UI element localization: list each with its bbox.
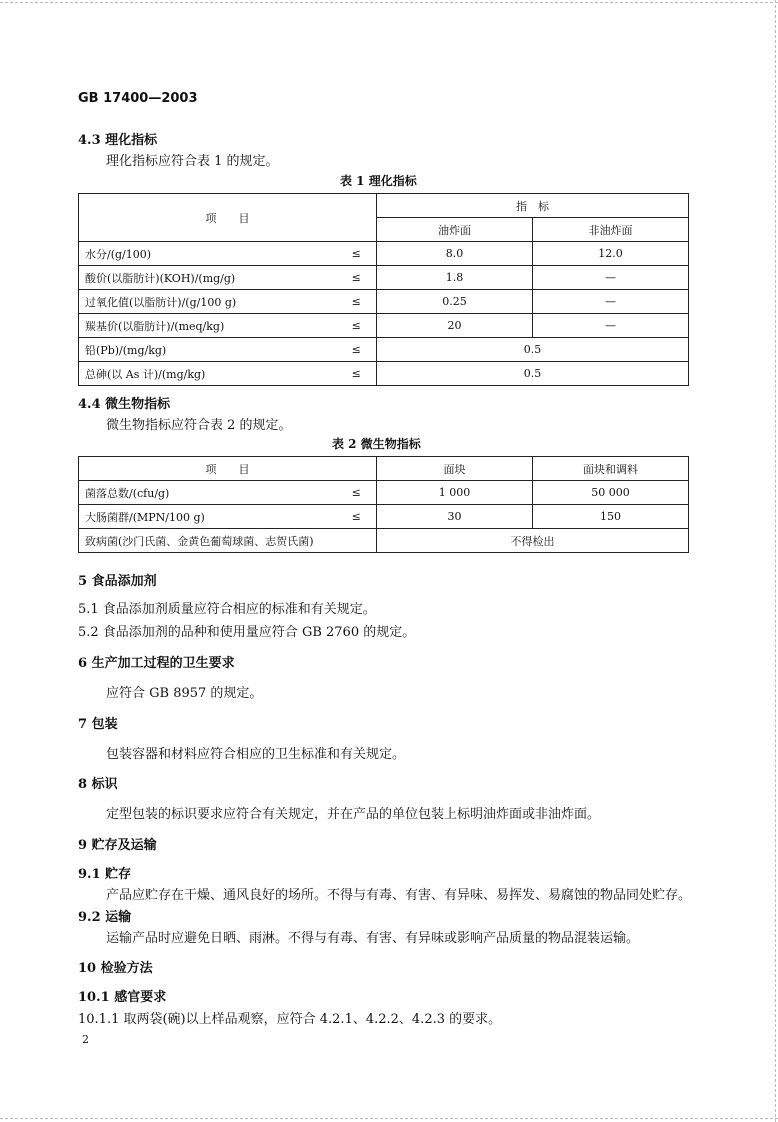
table-1-cell-fried: 1.8 [377, 266, 533, 290]
table-row [79, 266, 689, 290]
table-2-cell-noodle-seasoning: 50 000 [533, 481, 689, 505]
table-1-cell-nonfried: — [533, 290, 689, 314]
table-1-cell-symbol: ≤ [337, 242, 377, 266]
table-2-cell-noodle: 1 000 [377, 481, 533, 505]
table-1-cell-nonfried: 12.0 [533, 242, 689, 266]
table-2-col-noodle-seasoning: 面块和调料 [533, 457, 689, 481]
table-row [79, 505, 689, 529]
table-1-col-item: 项 目 [79, 194, 377, 242]
table-2-cell-item: 致病菌(沙门氏菌、金黄色葡萄球菌、志贺氏菌) [79, 529, 377, 553]
table-2-cell-noodle-seasoning: 150 [533, 505, 689, 529]
table-1-cell-symbol: ≤ [337, 338, 377, 362]
table-1-cell-fried: 8.0 [377, 242, 533, 266]
section-9-2-text: 运输产品时应避免日晒、雨淋。不得与有毒、有害、有异味或影响产品质量的物品混装运输。 [106, 931, 640, 946]
scan-border-top [0, 2, 778, 3]
table-2-col-item: 项 目 [79, 457, 377, 481]
table-row [79, 314, 689, 338]
table-2 [78, 456, 689, 553]
section-4-3-heading: 4.3 理化指标 [78, 133, 158, 148]
table-2-cell-symbol: ≤ [337, 505, 377, 529]
table-2-caption: 表 2 微生物指标 [332, 437, 421, 451]
page-number: 2 [82, 1033, 89, 1046]
table-1-col-group: 指 标 [377, 194, 689, 218]
scan-border-right [775, 0, 776, 1122]
table-1-cell-nonfried: — [533, 266, 689, 290]
table-1-col-nonfried: 非油炸面 [533, 218, 689, 242]
table-1-cell-symbol: ≤ [337, 266, 377, 290]
section-5-1-text: 5.1 食品添加剂质量应符合相应的标准和有关规定。 [78, 602, 376, 617]
section-9-1-text: 产品应贮存在干燥、通风良好的场所。不得与有毒、有害、有异味、易挥发、易腐蚀的物品同处贮存。 [106, 888, 692, 903]
table-1-cell-item: 总砷(以 As 计)/(mg/kg) [79, 362, 337, 386]
section-6-text: 应符合 GB 8957 的规定。 [106, 686, 263, 701]
section-9-heading: 9 贮存及运输 [78, 838, 157, 853]
section-9-2-heading: 9.2 运输 [78, 910, 132, 925]
table-1-cell-symbol: ≤ [337, 314, 377, 338]
table-2-cell-item: 菌落总数/(cfu/g) [79, 481, 337, 505]
table-2-cell-item: 大肠菌群/(MPN/100 g) [79, 505, 337, 529]
section-5-2-text: 5.2 食品添加剂的品种和使用量应符合 GB 2760 的规定。 [78, 625, 416, 640]
table-1-cell-item: 铅(Pb)/(mg/kg) [79, 338, 337, 362]
table-2-cell-symbol: ≤ [337, 481, 377, 505]
table-1-cell-item: 过氧化值(以脂肪计)/(g/100 g) [79, 290, 337, 314]
table-1-cell-item: 水分/(g/100) [79, 242, 337, 266]
section-9-1-heading: 9.1 贮存 [78, 867, 132, 882]
table-row [79, 338, 689, 362]
table-2-col-noodle: 面块 [377, 457, 533, 481]
table-1-col-fried: 油炸面 [377, 218, 533, 242]
table-1-caption: 表 1 理化指标 [340, 174, 417, 188]
section-10-1-heading: 10.1 感官要求 [78, 990, 167, 1005]
table-row [79, 529, 689, 553]
scan-border-bottom [0, 1118, 778, 1119]
section-7-text: 包装容器和材料应符合相应的卫生标准和有关规定。 [106, 747, 406, 762]
table-row [79, 481, 689, 505]
section-10-heading: 10 检验方法 [78, 961, 153, 976]
section-4-3-text: 理化指标应符合表 1 的规定。 [106, 154, 279, 169]
table-1-cell-symbol: ≤ [337, 290, 377, 314]
table-row [79, 290, 689, 314]
table-1-cell-nonfried: — [533, 314, 689, 338]
section-5-heading: 5 食品添加剂 [78, 574, 157, 589]
section-7-heading: 7 包装 [78, 717, 118, 732]
table-1-cell-merged-value: 0.5 [377, 338, 689, 362]
section-4-4-text: 微生物指标应符合表 2 的规定。 [106, 418, 292, 433]
table-1-cell-merged-value: 0.5 [377, 362, 689, 386]
standard-number: GB 17400—2003 [78, 91, 198, 106]
table-1-cell-item: 羰基价(以脂肪计)/(meq/kg) [79, 314, 337, 338]
table-1-cell-fried: 0.25 [377, 290, 533, 314]
section-8-text: 定型包装的标识要求应符合有关规定，并在产品的单位包装上标明油炸面或非油炸面。 [106, 807, 601, 822]
table-2-cell-merged-value: 不得检出 [377, 529, 689, 553]
section-6-heading: 6 生产加工过程的卫生要求 [78, 656, 235, 671]
table-2-cell-noodle: 30 [377, 505, 533, 529]
table-row [79, 362, 689, 386]
table-1-cell-symbol: ≤ [337, 362, 377, 386]
section-10-1-1-text: 10.1.1 取两袋(碗)以上样品观察，应符合 4.2.1、4.2.2、4.2.3 的要求。 [78, 1012, 502, 1027]
table-1-cell-item: 酸价(以脂肪计)(KOH)/(mg/g) [79, 266, 337, 290]
table-row [79, 242, 689, 266]
table-1 [78, 193, 689, 386]
section-4-4-heading: 4.4 微生物指标 [78, 397, 171, 412]
section-8-heading: 8 标识 [78, 777, 118, 792]
table-1-cell-fried: 20 [377, 314, 533, 338]
